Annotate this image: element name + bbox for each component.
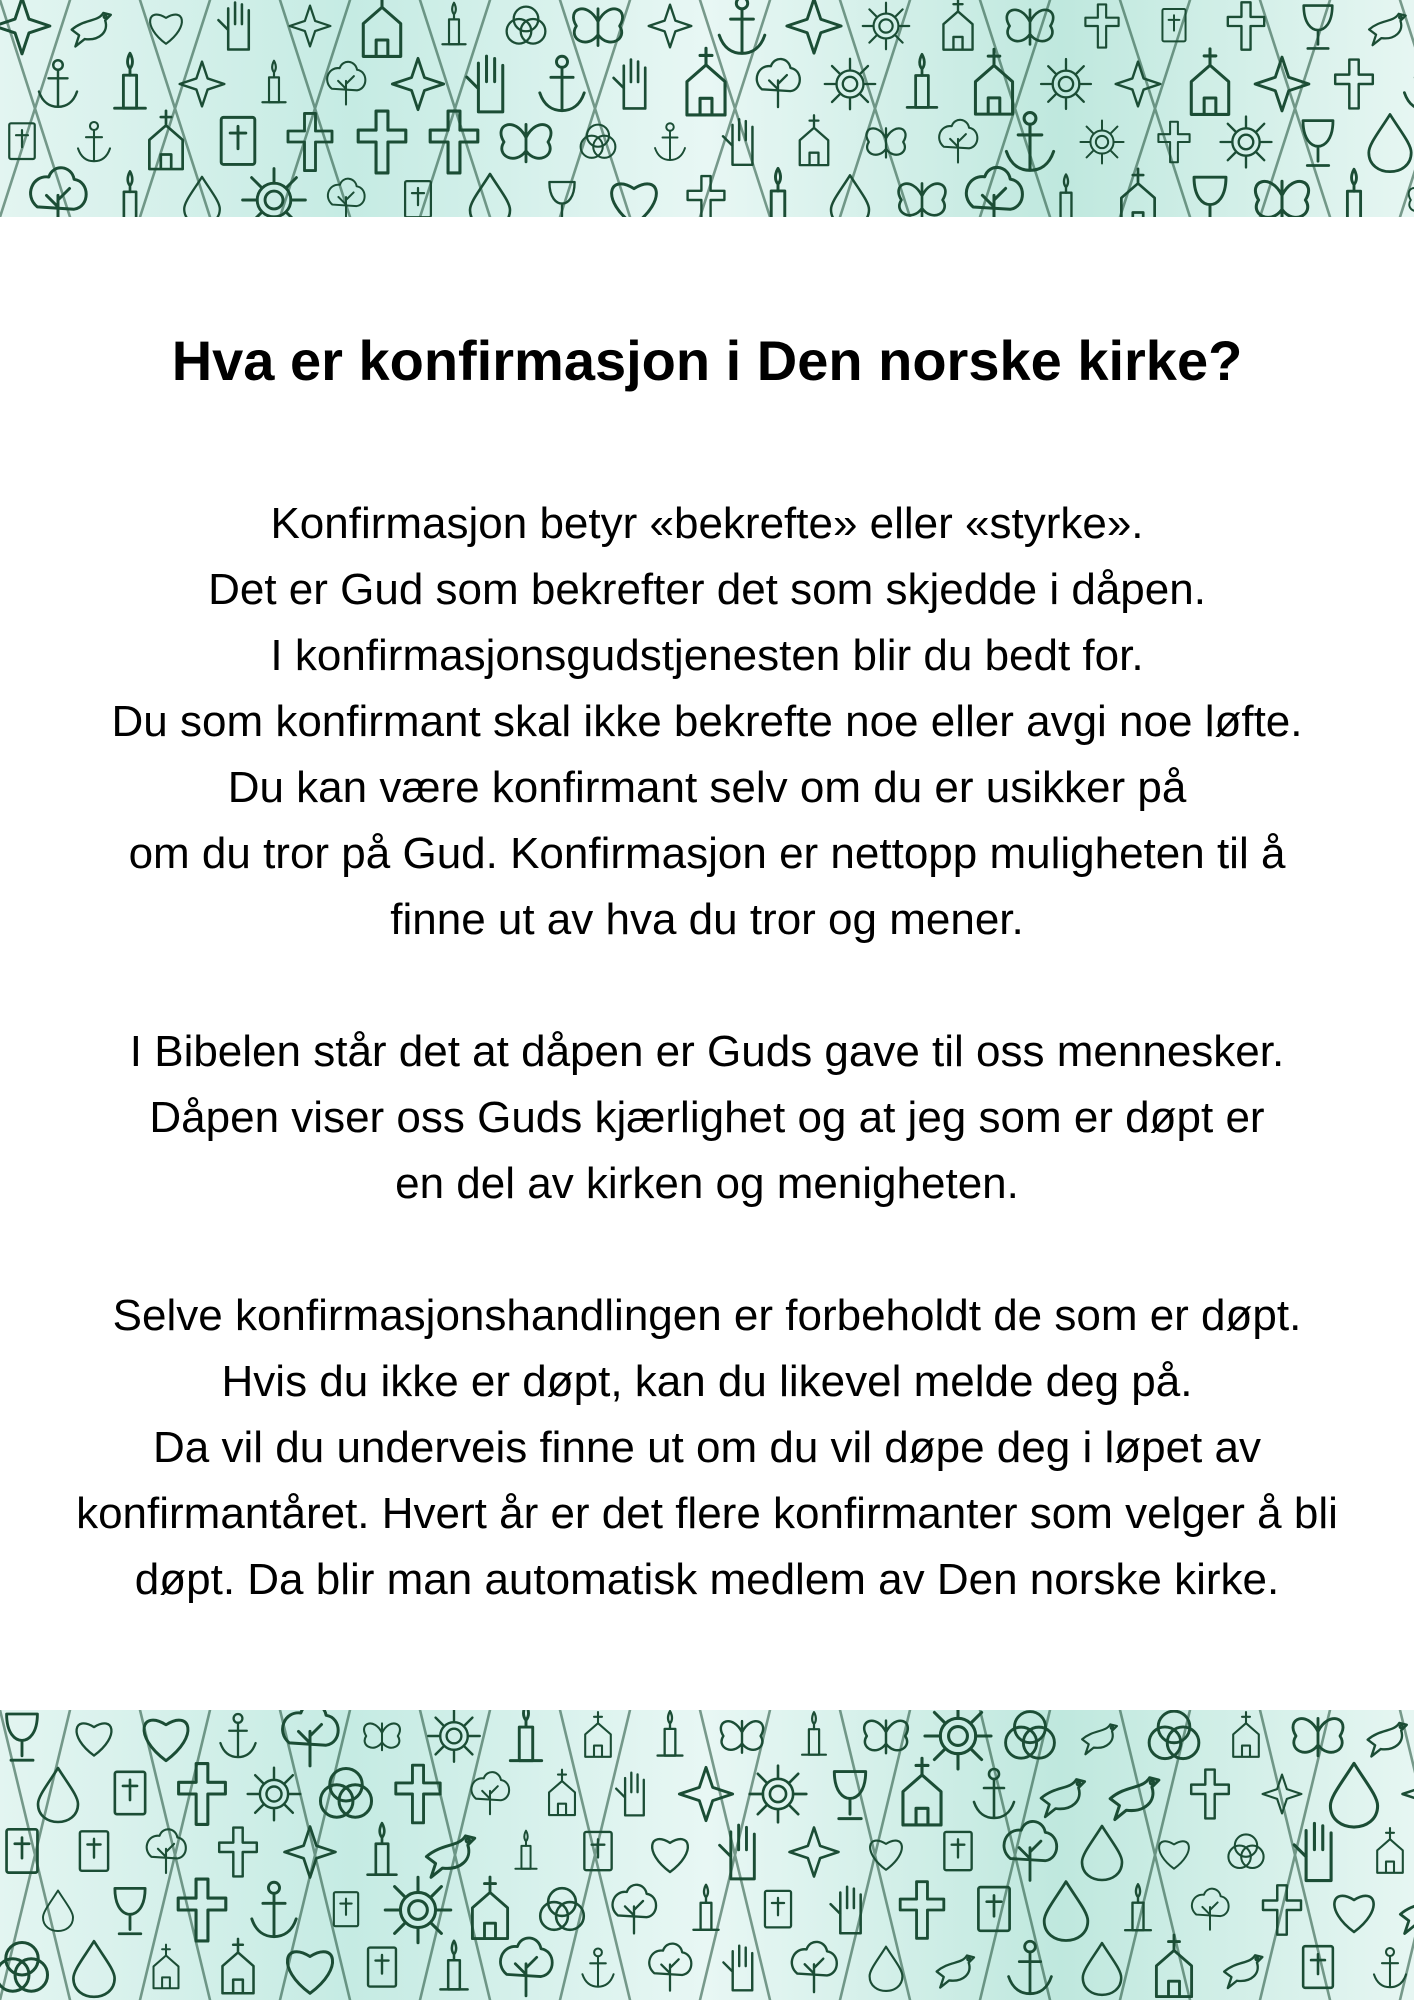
church-icon	[585, 1712, 611, 1757]
tree-icon	[792, 1942, 837, 1992]
tree-icon	[757, 59, 800, 107]
candle-icon	[693, 1885, 718, 1930]
candle-icon	[442, 3, 465, 45]
cross-icon	[1085, 4, 1118, 47]
page-title: Hva er konfirmasjon i Den norske kirke?	[171, 329, 1243, 392]
star-icon	[1402, 1770, 1414, 1817]
chalice-icon	[1194, 177, 1226, 217]
dove-icon	[1082, 1724, 1117, 1754]
anchor-icon	[220, 1714, 255, 1757]
heart-icon	[652, 1839, 688, 1872]
body-text	[0, 491, 1414, 1613]
butterfly-icon	[721, 1721, 763, 1753]
anchor-icon	[719, 0, 765, 53]
church-icon	[222, 1939, 253, 1993]
star-icon	[649, 5, 692, 48]
sun-icon	[1041, 59, 1091, 109]
candle-icon	[510, 1710, 541, 1761]
text-line: Da vil du underveis finne ut om du vil døpe deg i løpet av	[153, 1423, 1261, 1472]
butterfly-icon	[364, 1723, 400, 1750]
hand-icon	[467, 56, 503, 112]
text-line: Dåpen viser oss Guds kjærlighet og at jeg som er døpt er	[149, 1093, 1265, 1142]
triquetra-icon	[507, 7, 546, 44]
star-icon	[1116, 62, 1161, 107]
cross-icon	[178, 1879, 226, 1941]
church-icon	[943, 0, 972, 50]
triquetra-icon	[1149, 1711, 1199, 1758]
cross-icon	[900, 1882, 944, 1939]
anchor-icon	[1404, 57, 1414, 110]
bible-icon	[368, 1948, 396, 1987]
cross-icon	[1335, 60, 1373, 109]
chalice-icon	[115, 1888, 145, 1933]
text-line: Det er Gud som bekrefter det som skjedde i dåpen.	[208, 565, 1206, 614]
drop-icon	[1044, 1882, 1088, 1941]
text-line: Selve konfirmasjonshandlingen er forbeholdt de som er døpt.	[112, 1291, 1302, 1340]
bible-icon	[334, 1892, 358, 1926]
paragraph-baptism	[0, 1019, 1414, 1217]
cross-icon	[1158, 122, 1189, 163]
church-symbols-pattern	[0, 0, 1414, 217]
church-icon	[800, 115, 828, 165]
hand-icon	[723, 119, 752, 165]
sun-icon	[825, 59, 875, 109]
dove-icon	[1368, 1723, 1407, 1756]
anchor-icon	[540, 56, 584, 110]
paragraph-confirmation-meaning	[0, 491, 1414, 953]
anchor-icon	[252, 1882, 296, 1936]
tree-icon	[500, 1938, 552, 1996]
paragraph-not-baptized	[0, 1283, 1414, 1613]
hand-icon	[218, 2, 248, 49]
church-icon	[1233, 1712, 1259, 1757]
triquetra-icon	[320, 1768, 371, 1817]
text-line: Du som konfirmant skal ikke bekrefte noe eller avgi noe løfte.	[111, 697, 1303, 746]
butterfly-icon	[1255, 181, 1308, 217]
hand-icon	[723, 1946, 752, 1991]
cross-icon	[219, 1828, 257, 1877]
anchor-icon	[974, 1769, 1014, 1818]
tree-icon	[939, 120, 977, 163]
church-icon	[472, 1877, 507, 1939]
drop-icon	[1330, 1763, 1377, 1827]
dove-icon	[1369, 14, 1406, 45]
church-icon	[1191, 49, 1228, 115]
church-icon	[1377, 1828, 1403, 1873]
church-icon	[549, 1770, 575, 1815]
tree-icon	[613, 1885, 657, 1934]
church-icon	[154, 1945, 179, 1989]
candle-icon	[1053, 175, 1078, 217]
candle-icon	[907, 54, 937, 107]
hand-icon	[616, 1773, 644, 1816]
candle-icon	[368, 1823, 397, 1875]
candle-icon	[802, 1712, 826, 1755]
sun-icon	[248, 1768, 301, 1821]
anchor-icon	[1006, 113, 1053, 171]
bible-icon	[9, 123, 35, 159]
anchor-icon	[78, 122, 110, 161]
drop-icon	[184, 177, 220, 217]
candle-icon	[1339, 169, 1370, 217]
text-line: Konfirmasjon betyr «bekrefte» eller «styrke».	[270, 499, 1144, 548]
dove-icon	[72, 13, 111, 46]
cross-icon	[396, 1765, 440, 1823]
church-icon	[1121, 169, 1154, 217]
bible-icon	[115, 1772, 145, 1814]
church-icon	[903, 1758, 941, 1825]
dove-icon	[937, 1956, 974, 1988]
sun-icon	[863, 3, 909, 49]
top-decorative-banner	[0, 0, 1414, 217]
text-line: finne ut av hva du tror og mener.	[390, 895, 1024, 944]
church-icon	[363, 0, 400, 56]
text-line: Du kan være konfirmant selv om du er usikker på	[227, 763, 1187, 812]
bible-icon	[80, 1831, 108, 1870]
sun-icon	[428, 1710, 480, 1762]
sun-icon	[750, 1766, 807, 1823]
heart-icon	[150, 15, 182, 44]
tree-icon	[31, 168, 87, 217]
heart-icon	[77, 1723, 112, 1755]
sun-icon	[1080, 120, 1123, 163]
candle-icon	[515, 1831, 536, 1869]
anchor-icon	[1374, 1948, 1406, 1987]
cross-icon	[1191, 1770, 1229, 1819]
star-icon	[787, 0, 841, 53]
candle-icon	[115, 53, 146, 108]
sun-icon	[1221, 117, 1272, 168]
heart-icon	[1334, 1896, 1373, 1932]
text-line: en del av kirken og menigheten.	[395, 1159, 1019, 1208]
sun-icon	[243, 169, 306, 217]
drop-icon	[1083, 1943, 1121, 1995]
anchor-icon	[655, 123, 685, 160]
triquetra-icon	[1228, 1834, 1263, 1868]
candle-icon	[658, 1711, 683, 1756]
butterfly-icon	[501, 124, 551, 161]
tree-icon	[1192, 1889, 1229, 1930]
butterfly-icon	[573, 9, 622, 46]
heart-icon	[1159, 1841, 1189, 1868]
sun-icon	[385, 1877, 451, 1943]
heart-icon	[612, 184, 657, 217]
drop-icon	[1369, 114, 1411, 171]
tree-icon	[327, 62, 365, 105]
bible-icon	[221, 117, 255, 164]
star-icon	[1263, 1775, 1302, 1814]
bible-icon	[765, 1891, 791, 1928]
text-line: om du tror på Gud. Konfirmasjon er nettopp muligheten til å	[128, 829, 1286, 878]
anchor-icon	[39, 60, 77, 107]
drop-icon	[831, 175, 869, 217]
star-icon	[290, 6, 331, 47]
text-line: Hvis du ikke er døpt, kan du likevel melde deg på.	[221, 1357, 1193, 1406]
drop-icon	[470, 174, 510, 217]
dove-icon	[1400, 1895, 1414, 1934]
bible-icon	[944, 1832, 971, 1870]
star-icon	[180, 62, 225, 107]
text-line: I konfirmasjonsgudstjenesten blir du bedt for.	[270, 631, 1144, 680]
star-icon	[392, 58, 443, 109]
tree-icon	[328, 179, 365, 217]
candle-icon	[440, 1941, 467, 1990]
drop-icon	[73, 1941, 114, 1997]
chalice-icon	[1304, 6, 1333, 49]
heart-icon	[287, 1952, 332, 1994]
dove-icon	[1224, 1955, 1262, 1988]
butterfly-icon	[866, 128, 905, 157]
anchor-icon	[1009, 1941, 1052, 1993]
cross-icon	[1228, 2, 1264, 49]
text-line: konfirmantåret. Hvert år er det flere konfirmanter som velger å bli	[76, 1489, 1338, 1538]
hand-icon	[831, 1887, 861, 1934]
star-icon	[790, 1828, 839, 1877]
tree-icon	[471, 1772, 509, 1814]
candle-icon	[262, 61, 285, 103]
triquetra-icon	[0, 1942, 48, 1991]
cross-icon	[358, 111, 406, 173]
anchor-icon	[582, 1949, 613, 1987]
drop-icon	[1082, 1826, 1122, 1880]
hand-icon	[614, 60, 646, 109]
church-symbols-pattern	[0, 1710, 1414, 2000]
dove-icon	[1041, 1779, 1085, 1816]
butterfly-icon	[864, 1721, 908, 1754]
butterfly-icon	[1409, 188, 1414, 214]
butterfly-icon	[1293, 1718, 1343, 1755]
dove-icon	[1110, 1778, 1159, 1820]
candle-icon	[116, 171, 145, 217]
tree-icon	[649, 1944, 691, 1991]
text-line: I Bibelen står det at dåpen er Guds gave til oss mennesker.	[129, 1027, 1285, 1076]
text-line: døpt. Da blir man automatisk medlem av Den norske kirke.	[134, 1555, 1280, 1604]
bottom-decorative-banner	[0, 1710, 1414, 2000]
